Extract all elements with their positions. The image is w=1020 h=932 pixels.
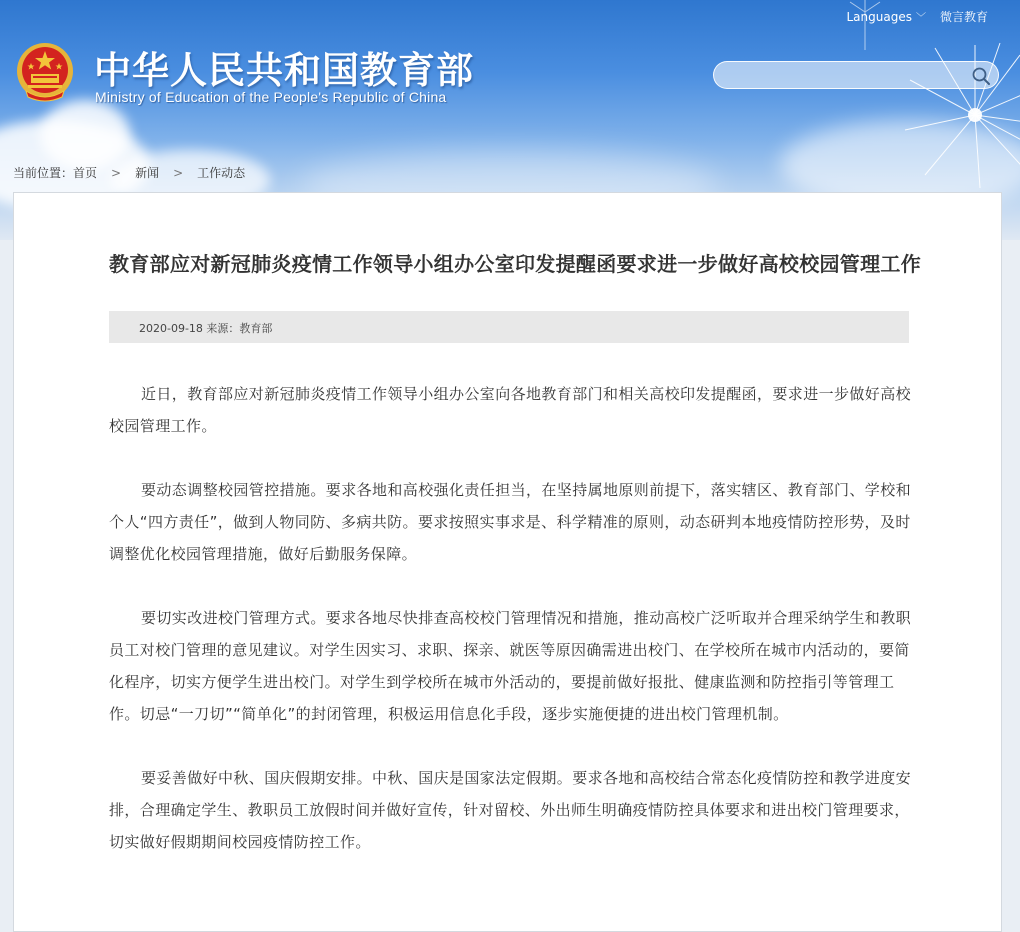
article-paragraph: 要切实改进校门管理方式。要求各地尽快排查高校校门管理情况和措施，推动高校广泛听取并合理采纳学生和教职员工对校门管理的意见建议。对学生因实习、求职、探亲、就医等原因确需进出校门、在学校所在城市内活动的，要简化程序，切实方便学生进出校门。对学生到学校所在城市外活动的，要提前做好报批、健康监测和防控指引等管理工作。切忌“一刀切”“简单化”的封闭管理，积极运用信息化手段，逐步实施便捷的进出校门管理机制。 (109, 609, 912, 723)
breadcrumb-news-link[interactable]: 新闻 (135, 166, 160, 180)
article-title: 教育部应对新冠肺炎疫情工作领导小组办公室印发提醒函要求进一步做好高校校园管理工作 (109, 252, 921, 276)
search-icon[interactable] (971, 66, 991, 86)
languages-dropdown[interactable] (847, 9, 926, 24)
chevron-right-icon: > (173, 165, 184, 180)
breadcrumb-home-link[interactable]: 首页 (73, 166, 98, 180)
weixin-link[interactable]: 微言教育 (939, 10, 988, 24)
breadcrumb (13, 164, 245, 181)
search-box (713, 61, 999, 89)
article-meta-bar (109, 311, 909, 343)
article-paragraph: 要动态调整校园管控措施。要求各地和高校强化责任担当，在坚持属地原则前提下，落实辖区、教育部门、学校和个人“四方责任”，做到人物同防、多病共防。要求按照实事求是、科学精准的原则，动态研判本地疫情防控形势，及时调整优化校园管理措施，做好后勤服务保障。 (109, 481, 912, 563)
chevron-right-icon: > (111, 165, 122, 180)
search-input[interactable] (726, 65, 970, 87)
top-links (847, 8, 989, 25)
site-subtitle: Ministry of Education of the People's Republic of China (95, 89, 447, 105)
article-meta: 2020-09-18 来源：教育部 (139, 322, 273, 335)
article-paragraph: 要妥善做好中秋、国庆假期安排。中秋、国庆是国家法定假期。要求各地和高校结合常态化疫情防控和教学进度安排，合理确定学生、教职员工放假时间并做好宣传，针对留校、外出师生明确疫情防控具体要求和进出校门管理要求，切实做好假期期间校园疫情防控工作。 (109, 769, 912, 851)
cloud-decoration (40, 100, 130, 170)
article-card (13, 192, 1002, 932)
article-body (109, 378, 914, 890)
article-paragraph: 近日，教育部应对新冠肺炎疫情工作领导小组办公室向各地教育部门和相关高校印发提醒函，要求进一步做好高校校园管理工作。 (109, 385, 912, 435)
national-emblem-icon (16, 41, 74, 103)
site-title: 中华人民共和国教育部 (94, 49, 474, 92)
languages-label: Languages (846, 10, 912, 24)
chevron-down-icon: ﹀ (915, 13, 926, 24)
breadcrumb-work-news-link[interactable]: 工作动态 (197, 166, 246, 180)
breadcrumb-prefix: 当前位置： (13, 166, 74, 180)
